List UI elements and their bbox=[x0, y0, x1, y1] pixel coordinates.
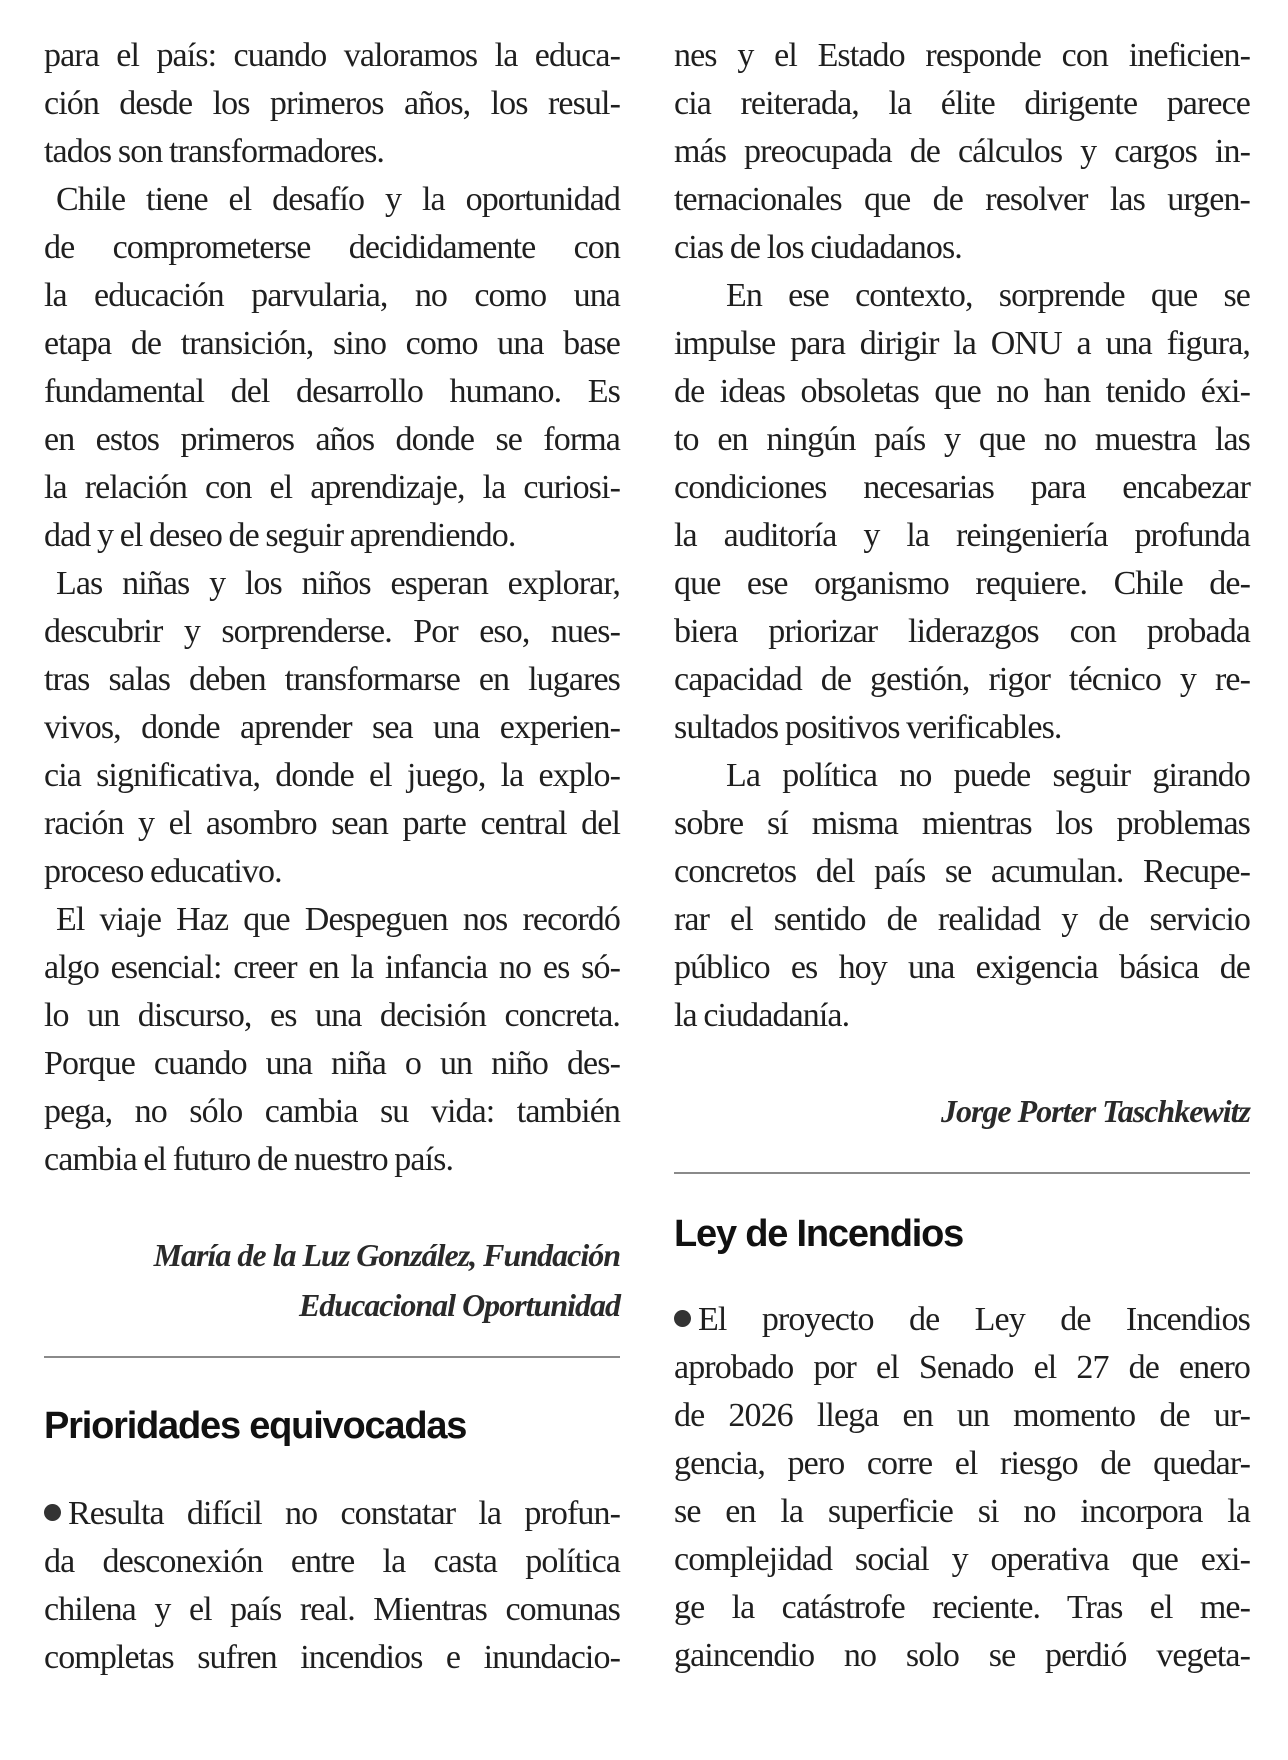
body-line: ternacionales que de resolver las urgen- bbox=[674, 181, 1250, 218]
body-line: cambia el futuro de nuestro país. bbox=[44, 1141, 454, 1178]
body-line: que ese organismo requiere. Chile de- bbox=[674, 565, 1250, 602]
body-line: de comprometerse decididamente con bbox=[44, 229, 620, 266]
body-line: etapa de transición, sino como una base bbox=[44, 325, 620, 362]
body-line: tados son transformadores. bbox=[44, 133, 385, 170]
body-line: aprobado por el Senado el 27 de enero bbox=[674, 1349, 1250, 1386]
body-line: nes y el Estado responde con ineficien- bbox=[674, 37, 1250, 74]
body-line: condiciones necesarias para encabezar bbox=[674, 469, 1250, 506]
body-line: descubrir y sorprenderse. Por eso, nues- bbox=[44, 613, 620, 650]
body-line: Las niñas y los niños esperan explorar, bbox=[56, 565, 620, 602]
right-column bbox=[674, 32, 1250, 1680]
body-line: vivos, donde aprender sea una experien- bbox=[44, 709, 620, 746]
body-line: algo esencial: creer en la infancia no es só- bbox=[44, 949, 620, 986]
body-line: to en ningún país y que no muestra las bbox=[674, 421, 1250, 458]
body-line: En ese contexto, sorprende que se bbox=[726, 277, 1250, 314]
body-line: cias de los ciudadanos. bbox=[674, 229, 962, 266]
body-line: completas sufren incendios e inundacio- bbox=[44, 1639, 620, 1676]
body-line: La política no puede seguir girando bbox=[726, 757, 1250, 794]
author-signature: Jorge Porter Taschkewitz bbox=[940, 1093, 1250, 1129]
body-line: ción desde los primeros años, los resul- bbox=[44, 85, 620, 122]
body-line: Porque cuando una niña o un niño des- bbox=[44, 1045, 620, 1082]
body-line-text: El proyecto de Ley de Incendios bbox=[698, 1301, 1250, 1338]
author-signature: María de la Luz González, Fundación bbox=[153, 1237, 620, 1273]
body-line: ge la catástrofe reciente. Tras el me- bbox=[674, 1589, 1250, 1626]
body-line: tras salas deben transformarse en lugares bbox=[44, 661, 620, 698]
body-line: impulse para dirigir la ONU a una figura, bbox=[674, 325, 1250, 362]
body-line: dad y el deseo de seguir aprendiendo. bbox=[44, 517, 516, 554]
body-line: la auditoría y la reingeniería profunda bbox=[674, 517, 1250, 554]
body-line: rar el sentido de realidad y de servicio bbox=[674, 901, 1250, 938]
body-line: público es hoy una exigencia básica de bbox=[674, 949, 1250, 986]
body-line: en estos primeros años donde se forma bbox=[44, 421, 620, 458]
body-line: la educación parvularia, no como una bbox=[44, 277, 620, 314]
letter-headline: Prioridades equivocadas bbox=[44, 1405, 467, 1447]
body-line: sobre sí misma mientras los problemas bbox=[674, 805, 1250, 842]
body-line: cia significativa, donde el juego, la explo- bbox=[44, 757, 620, 794]
body-line: la ciudadanía. bbox=[674, 997, 850, 1034]
body-line: da desconexión entre la casta política bbox=[44, 1543, 620, 1580]
body-line: Chile tiene el desafío y la oportunidad bbox=[56, 181, 620, 218]
body-line: gaincendio no solo se perdió vegeta- bbox=[674, 1637, 1250, 1674]
body-line: para el país: cuando valoramos la educa- bbox=[44, 37, 620, 74]
body-line bbox=[44, 1490, 620, 1538]
body-line: concretos del país se acumulan. Recupe- bbox=[674, 853, 1250, 890]
bullet-dot-icon bbox=[674, 1310, 691, 1327]
body-line: complejidad social y operativa que exi- bbox=[674, 1541, 1250, 1578]
body-line: biera priorizar liderazgos con probada bbox=[674, 613, 1250, 650]
body-line: proceso educativo. bbox=[44, 853, 282, 890]
body-line: ración y el asombro sean parte central del bbox=[44, 805, 620, 842]
body-line: pega, no sólo cambia su vida: también bbox=[44, 1093, 620, 1130]
body-line: lo un discurso, es una decisión concreta. bbox=[44, 997, 620, 1034]
body-line: gencia, pero corre el riesgo de quedar- bbox=[674, 1445, 1250, 1482]
body-line: cia reiterada, la élite dirigente parece bbox=[674, 85, 1250, 122]
body-line: fundamental del desarrollo humano. Es bbox=[44, 373, 620, 410]
body-line: de 2026 llega en un momento de ur- bbox=[674, 1397, 1250, 1434]
body-line: chilena y el país real. Mientras comunas bbox=[44, 1591, 620, 1628]
body-line-text: Resulta difícil no constatar la profun- bbox=[68, 1495, 620, 1532]
author-affiliation: Educacional Oportunidad bbox=[298, 1287, 620, 1323]
left-column bbox=[44, 32, 620, 1682]
body-line bbox=[674, 1296, 1250, 1344]
letter-headline: Ley de Incendios bbox=[674, 1213, 964, 1255]
body-line: El viaje Haz que Despeguen nos recordó bbox=[56, 901, 620, 938]
bullet-dot-icon bbox=[44, 1504, 61, 1521]
body-line: la relación con el aprendizaje, la curiosi- bbox=[44, 469, 620, 506]
body-line: de ideas obsoletas que no han tenido éxi- bbox=[674, 373, 1250, 410]
body-line: capacidad de gestión, rigor técnico y re- bbox=[674, 661, 1250, 698]
body-line: más preocupada de cálculos y cargos in- bbox=[674, 133, 1250, 170]
body-line: sultados positivos verificables. bbox=[674, 709, 1062, 746]
body-line: se en la superficie si no incorpora la bbox=[674, 1493, 1250, 1530]
